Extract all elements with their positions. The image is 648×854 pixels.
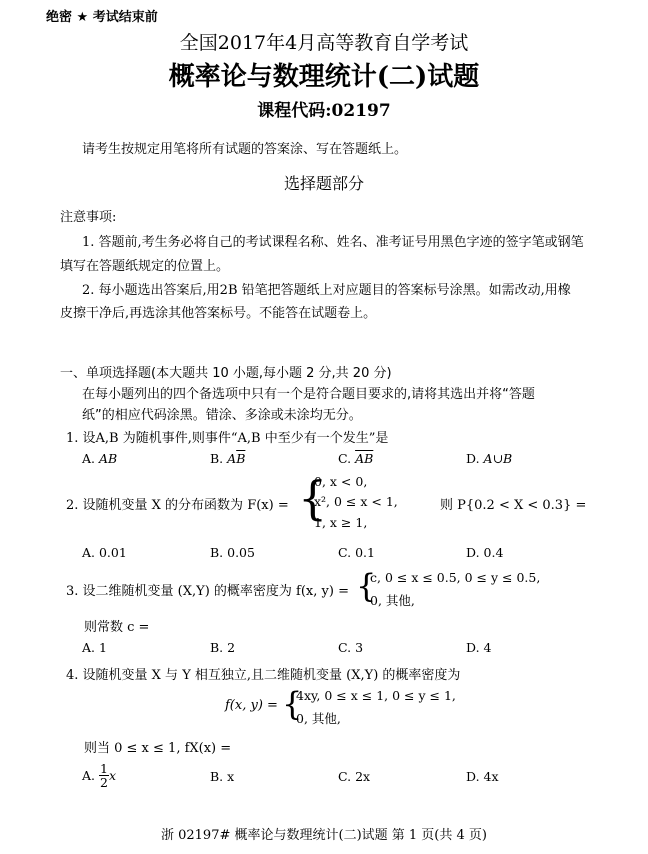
q2-case-1: 0, x < 0, (314, 474, 368, 489)
q4-option-a-numerator: 1 (100, 761, 108, 776)
q4-formula-prefix: f(x, y) = (225, 698, 278, 713)
q2-option-b: B. 0.05 (210, 545, 255, 560)
q4-then: 则当 0 ≤ x ≤ 1, fX(x) = (84, 741, 232, 756)
q1-option-a-expr: AB (99, 451, 118, 466)
q1-option-a-label: A. (82, 451, 96, 466)
q1-option-d (466, 451, 512, 466)
q3-case-2: 0, 其他, (370, 593, 415, 608)
instruction-text: 请考生按规定用笔将所有试题的答案涂、写在答题纸上。 (82, 142, 408, 157)
q1-option-b-expr-a: A (227, 451, 237, 466)
q3-case-1: c, 0 ≤ x ≤ 0.5, 0 ≤ y ≤ 0.5, (370, 570, 541, 585)
note-1-line-2: 填写在答题纸规定的位置上。 (60, 259, 230, 274)
q3-const: 则常数 c = (84, 620, 150, 635)
note-2-line-1: 2. 每小题选出答案后,用2B 铅笔把答题纸上对应题目的答案标号涂黑。如需改动,用橡 (82, 283, 571, 298)
course-code: 课程代码:02197 (257, 101, 391, 121)
q1-option-d-label: D. (466, 451, 480, 466)
q4-option-a-denominator: 2 (100, 775, 108, 790)
q4-option-a-fraction (99, 762, 109, 789)
q2-option-d: D. 0.4 (466, 545, 504, 560)
q2-option-a: A. 0.01 (82, 545, 127, 560)
q2-stem-suffix: 则 P{0.2 < X < 0.3} = (440, 498, 587, 513)
q4-option-c: C. 2x (338, 769, 371, 784)
q1-option-a (82, 451, 117, 466)
section-title: 选择题部分 (283, 174, 364, 193)
q1-option-c-expr: $\overline{AB}$ (355, 451, 374, 466)
part1-desc-line-1: 在每小题列出的四个备选项中只有一个是符合题目要求的,请将其选出并将“答题 (82, 387, 535, 402)
q3-option-b: B. 2 (210, 640, 236, 655)
q4-case-2: 0, 其他, (296, 711, 341, 726)
note-1-line-1: 1. 答题前,考生务必将自己的考试课程名称、姓名、准考证号用黑色字迹的签字笔或钢笔 (82, 235, 584, 250)
q4-case-1: 4xy, 0 ≤ x ≤ 1, 0 ≤ y ≤ 1, (296, 688, 456, 703)
q2-case-3: 1, x ≥ 1, (314, 515, 368, 530)
q1-option-b (210, 451, 245, 466)
q1-option-c (338, 451, 373, 466)
q3-option-d: D. 4 (466, 640, 492, 655)
q2-case-2: x², 0 ≤ x < 1, (314, 494, 398, 509)
confidential-mark: 绝密 ★ 考试结束前 (46, 10, 158, 25)
page-footer: 浙 02197# 概率论与数理统计(二)试题 第 1 页(共 4 页) (160, 828, 487, 843)
q3-option-c: C. 3 (338, 640, 364, 655)
q2-stem-prefix: 2. 设随机变量 X 的分布函数为 F(x) = (66, 498, 289, 513)
part1-desc-line-2: 纸”的相应代码涂黑。错涂、多涂或未涂均无分。 (82, 408, 362, 423)
q3-option-a: A. 1 (82, 640, 107, 655)
q4-option-a-label: A. (82, 768, 96, 783)
paper-title: 概率论与数理统计(二)试题 (168, 62, 480, 92)
q4-stem: 4. 设随机变量 X 与 Y 相互独立,且二维随机变量 (X,Y) 的概率密度为 (66, 668, 461, 683)
note-2-line-2: 皮擦干净后,再选涂其他答案标号。不能答在试题卷上。 (60, 306, 377, 321)
q3-left-brace: { (356, 567, 377, 605)
q4-option-d: D. 4x (466, 769, 499, 784)
notes-heading: 注意事项: (60, 210, 117, 225)
q4-option-a-var: x (108, 768, 117, 783)
q3-stem-prefix: 3. 设二维随机变量 (X,Y) 的概率密度为 f(x, y) = (66, 584, 349, 599)
q1-option-b-label: B. (210, 451, 224, 466)
q4-option-a (82, 762, 116, 789)
q4-option-b: B. x (210, 769, 235, 784)
q2-option-c: C. 0.1 (338, 545, 375, 560)
q4-left-brace: { (282, 685, 303, 723)
q1-option-d-expr: A∪B (483, 451, 513, 466)
part1-heading: 一、单项选择题(本大题共 10 小题,每小题 2 分,共 20 分) (60, 366, 392, 381)
q2-left-brace: { (298, 471, 328, 525)
q1-option-c-label: C. (338, 451, 352, 466)
exam-name: 全国2017年4月高等教育自学考试 (179, 32, 469, 54)
q1-option-b-expr-bbar: $\overline{B}$ (236, 451, 246, 466)
q1-stem: 1. 设A,B 为随机事件,则事件“A,B 中至少有一个发生”是 (66, 431, 389, 446)
